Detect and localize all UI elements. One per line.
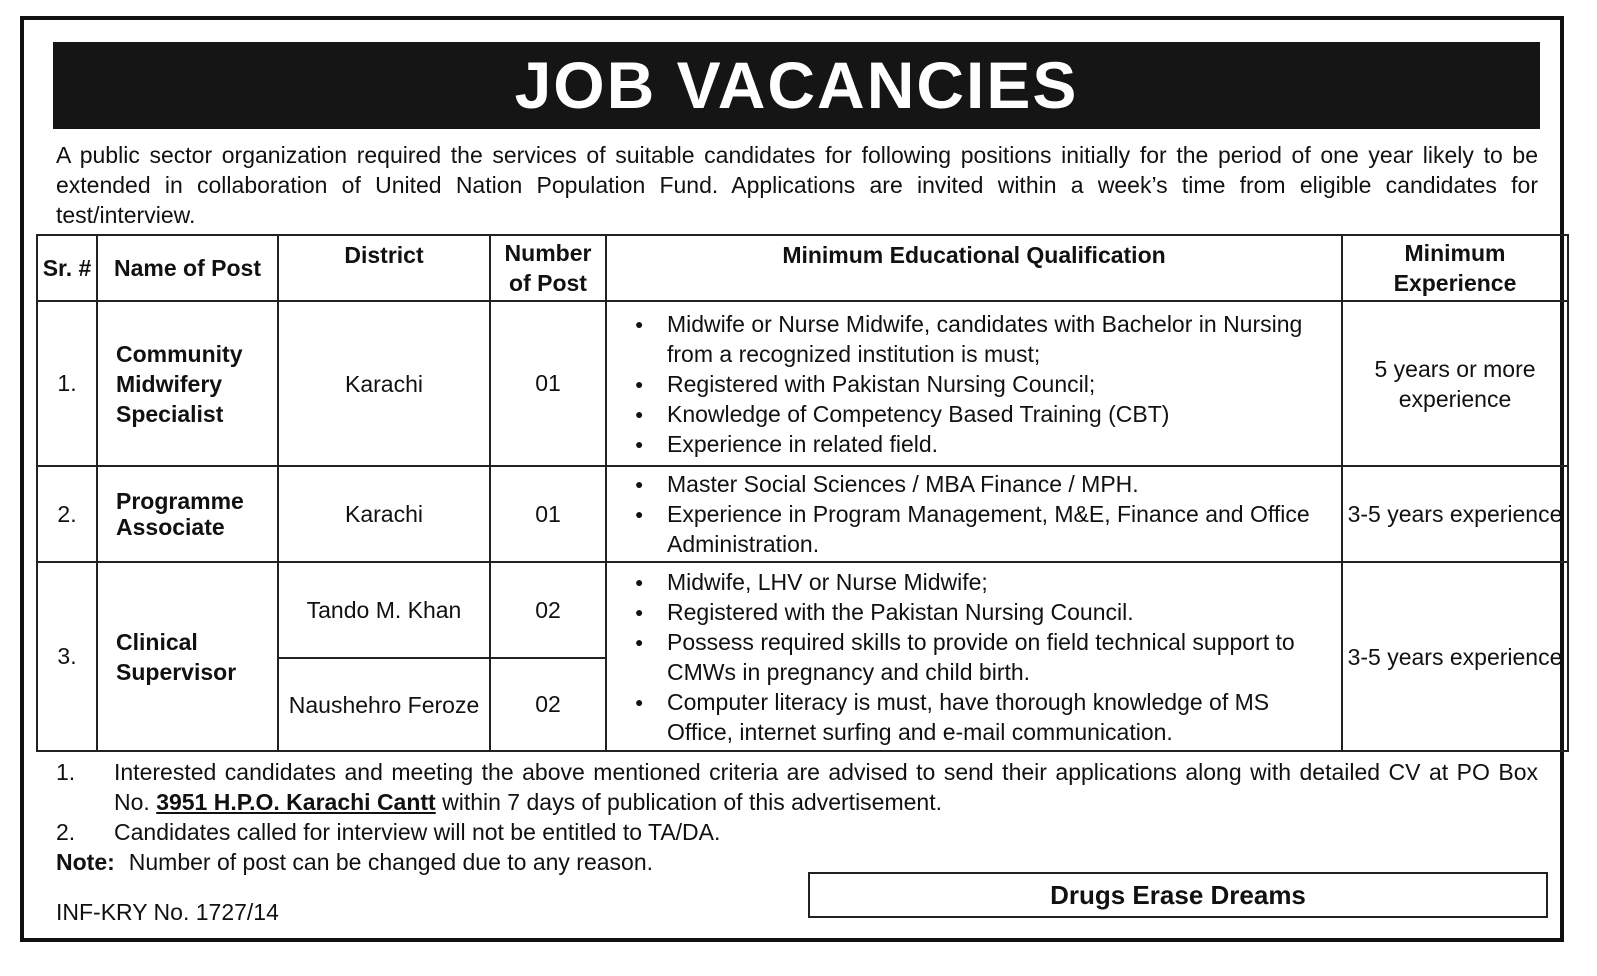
header-district: District [278, 235, 490, 301]
table-row [37, 301, 1568, 466]
qualification-item: ● Midwife or Nurse Midwife, candidates with Bachelor in Nursing from a recognized institution is must; [635, 309, 1337, 369]
row-qualifications [606, 562, 1342, 751]
table-row [37, 562, 1568, 658]
row-district: Karachi [278, 466, 490, 562]
qualification-item: ● Possess required skills to provide on field technical support to CMWs in pregnancy and child birth. [635, 627, 1337, 687]
qualification-item: ● Computer literacy is must, have thorough knowledge of MS Office, internet surfing and e-mail communication. [635, 687, 1337, 747]
note-item [56, 817, 1538, 847]
row-post: Clinical Supervisor [97, 562, 278, 751]
row-district: Tando M. Khan [278, 562, 490, 658]
row-experience: 5 years or more experience [1342, 301, 1568, 466]
row-qualifications [606, 301, 1342, 466]
page-title: JOB VACANCIES [53, 42, 1540, 129]
qualification-item: ● Experience in Program Management, M&E, Finance and Office Administration. [635, 499, 1337, 559]
header-experience: Minimum Experience [1342, 235, 1568, 301]
row-number: 01 [490, 301, 606, 466]
row-sr: 3. [37, 562, 97, 751]
row-experience: 3-5 years experience [1342, 466, 1568, 562]
header-qualification: Minimum Educational Qualification [606, 235, 1342, 301]
header-number: Number of Post [490, 235, 606, 301]
row-post: Programme Associate [97, 466, 278, 562]
qualification-item: ● Registered with the Pakistan Nursing Council. [635, 597, 1337, 627]
qualification-list [635, 309, 1337, 459]
table-row [37, 466, 1568, 562]
note-number: 2. [56, 819, 76, 845]
qualification-item: ● Knowledge of Competency Based Training (CBT) [635, 399, 1337, 429]
note-text-part: Interested candidates and meeting the above mentioned criteria are advised to send their applications along with detailed CV at PO Box No. [114, 759, 1538, 815]
row-post: Community Midwifery Specialist [97, 301, 278, 466]
row-district: Naushehro Feroze [278, 658, 490, 751]
note-text: Number of post can be changed due to any reason. [128, 849, 654, 875]
row-sr: 2. [37, 466, 97, 562]
note-text [114, 757, 1538, 817]
table-header-row [37, 235, 1568, 301]
note-item [56, 757, 1538, 817]
notes-section [56, 757, 1538, 877]
qualification-item: ● Master Social Sciences / MBA Finance / MPH. [635, 469, 1337, 499]
vacancies-table [36, 234, 1569, 752]
row-district: Karachi [278, 301, 490, 466]
row-number: 02 [490, 658, 606, 751]
header-post: Name of Post [97, 235, 278, 301]
po-box-address: 3951 H.P.O. Karachi Cantt [156, 789, 436, 815]
row-sr: 1. [37, 301, 97, 466]
header-sr: Sr. # [37, 235, 97, 301]
qualification-list [635, 469, 1337, 559]
qualification-list [635, 567, 1337, 747]
row-qualifications [606, 466, 1342, 562]
note-label: Note: [56, 849, 115, 875]
qualification-item: ● Experience in related field. [635, 429, 1337, 459]
slogan-box: Drugs Erase Dreams [808, 872, 1548, 918]
note-text-part: within 7 days of publication of this advertisement. [435, 789, 942, 815]
row-number: 02 [490, 562, 606, 658]
reference-number: INF-KRY No. 1727/14 [56, 899, 279, 925]
qualification-item: ● Registered with Pakistan Nursing Council; [635, 369, 1337, 399]
row-number: 01 [490, 466, 606, 562]
note-number: 1. [56, 759, 76, 785]
note-text: Candidates called for interview will not be entitled to TA/DA. [114, 819, 721, 845]
qualification-item: ● Midwife, LHV or Nurse Midwife; [635, 567, 1337, 597]
row-experience: 3-5 years experience [1342, 562, 1568, 751]
intro-paragraph: A public sector organization required the services of suitable candidates for following positions initially for the period of one year likely to be extended in collaboration of United Nation Population Fund. Applications are invited within a week’s time from eligible candidates for test/interview. [56, 142, 1538, 228]
